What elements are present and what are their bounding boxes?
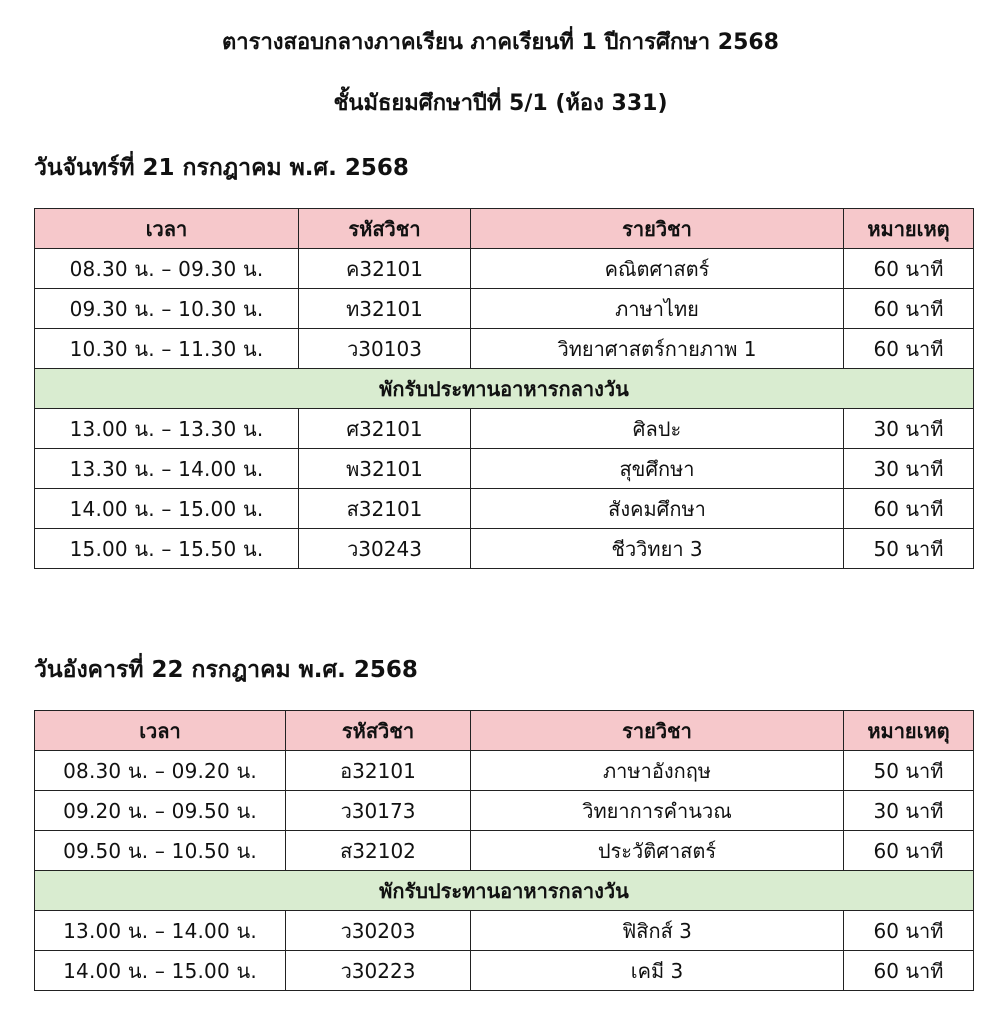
code-cell: ว30173 — [286, 791, 471, 831]
note-cell: 60 นาที — [844, 289, 974, 329]
time-cell: 14.00 น. – 15.00 น. — [35, 951, 286, 991]
code-cell: ท32101 — [299, 289, 471, 329]
schedule-table-tuesday — [34, 710, 974, 991]
subject-cell: สุขศึกษา — [471, 449, 844, 489]
subject-cell: ภาษาไทย — [471, 289, 844, 329]
note-cell: 50 นาที — [844, 529, 974, 569]
lunch-break-label: พักรับประทานอาหารกลางวัน — [35, 369, 974, 409]
time-cell: 08.30 น. – 09.30 น. — [35, 249, 299, 289]
code-cell: ค32101 — [299, 249, 471, 289]
lunch-break-label: พักรับประทานอาหารกลางวัน — [35, 871, 974, 911]
subject-cell: วิทยาศาสตร์กายภาพ 1 — [471, 329, 844, 369]
code-cell: อ32101 — [286, 751, 471, 791]
table-row — [35, 489, 974, 529]
table-row — [35, 249, 974, 289]
time-cell: 14.00 น. – 15.00 น. — [35, 489, 299, 529]
subject-cell: ภาษาอังกฤษ — [471, 751, 844, 791]
time-cell: 09.30 น. – 10.30 น. — [35, 289, 299, 329]
column-header-code: รหัสวิชา — [286, 711, 471, 751]
table-row — [35, 529, 974, 569]
table-row — [35, 409, 974, 449]
time-cell: 13.00 น. – 13.30 น. — [35, 409, 299, 449]
schedule-table-monday — [34, 208, 974, 569]
column-header-time: เวลา — [35, 711, 286, 751]
column-header-note: หมายเหตุ — [844, 209, 974, 249]
note-cell: 60 นาที — [844, 489, 974, 529]
note-cell: 60 นาที — [844, 329, 974, 369]
code-cell: ว30223 — [286, 951, 471, 991]
subject-cell: เคมี 3 — [471, 951, 844, 991]
column-header-subject: รายวิชา — [471, 711, 844, 751]
note-cell: 60 นาที — [844, 911, 974, 951]
subject-cell: ศิลปะ — [471, 409, 844, 449]
subject-cell: ฟิสิกส์ 3 — [471, 911, 844, 951]
table-row — [35, 449, 974, 489]
document-title: ตารางสอบกลางภาคเรียน ภาคเรียนที่ 1 ปีการศึกษา 2568 — [221, 30, 779, 55]
subject-cell: วิทยาการคำนวณ — [471, 791, 844, 831]
note-cell: 30 นาที — [844, 791, 974, 831]
time-cell: 09.50 น. – 10.50 น. — [35, 831, 286, 871]
lunch-break-row — [35, 369, 974, 409]
code-cell: ว30103 — [299, 329, 471, 369]
code-cell: ว30243 — [299, 529, 471, 569]
time-cell: 13.00 น. – 14.00 น. — [35, 911, 286, 951]
table-row — [35, 329, 974, 369]
subject-cell: คณิตศาสตร์ — [471, 249, 844, 289]
code-cell: ส32102 — [286, 831, 471, 871]
table-header-row — [35, 711, 974, 751]
table-row — [35, 911, 974, 951]
note-cell: 50 นาที — [844, 751, 974, 791]
subject-cell: ประวัติศาสตร์ — [471, 831, 844, 871]
time-cell: 10.30 น. – 11.30 น. — [35, 329, 299, 369]
time-cell: 13.30 น. – 14.00 น. — [35, 449, 299, 489]
table-row — [35, 831, 974, 871]
note-cell: 60 นาที — [844, 831, 974, 871]
column-header-code: รหัสวิชา — [299, 209, 471, 249]
subject-cell: สังคมศึกษา — [471, 489, 844, 529]
class-subtitle: ชั้นมัธยมศึกษาปีที่ 5/1 (ห้อง 331) — [333, 91, 668, 116]
note-cell: 30 นาที — [844, 449, 974, 489]
note-cell: 30 นาที — [844, 409, 974, 449]
day-heading-monday: วันจันทร์ที่ 21 กรกฎาคม พ.ศ. 2568 — [34, 155, 409, 181]
column-header-note: หมายเหตุ — [844, 711, 974, 751]
column-header-time: เวลา — [35, 209, 299, 249]
code-cell: ส32101 — [299, 489, 471, 529]
lunch-break-row — [35, 871, 974, 911]
time-cell: 15.00 น. – 15.50 น. — [35, 529, 299, 569]
code-cell: ว30203 — [286, 911, 471, 951]
table-row — [35, 791, 974, 831]
note-cell: 60 นาที — [844, 951, 974, 991]
code-cell: พ32101 — [299, 449, 471, 489]
subject-cell: ชีววิทยา 3 — [471, 529, 844, 569]
column-header-subject: รายวิชา — [471, 209, 844, 249]
table-row — [35, 951, 974, 991]
table-row — [35, 289, 974, 329]
code-cell: ศ32101 — [299, 409, 471, 449]
table-header-row — [35, 209, 974, 249]
time-cell: 09.20 น. – 09.50 น. — [35, 791, 286, 831]
note-cell: 60 นาที — [844, 249, 974, 289]
day-heading-tuesday: วันอังคารที่ 22 กรกฎาคม พ.ศ. 2568 — [34, 657, 418, 683]
table-row — [35, 751, 974, 791]
time-cell: 08.30 น. – 09.20 น. — [35, 751, 286, 791]
